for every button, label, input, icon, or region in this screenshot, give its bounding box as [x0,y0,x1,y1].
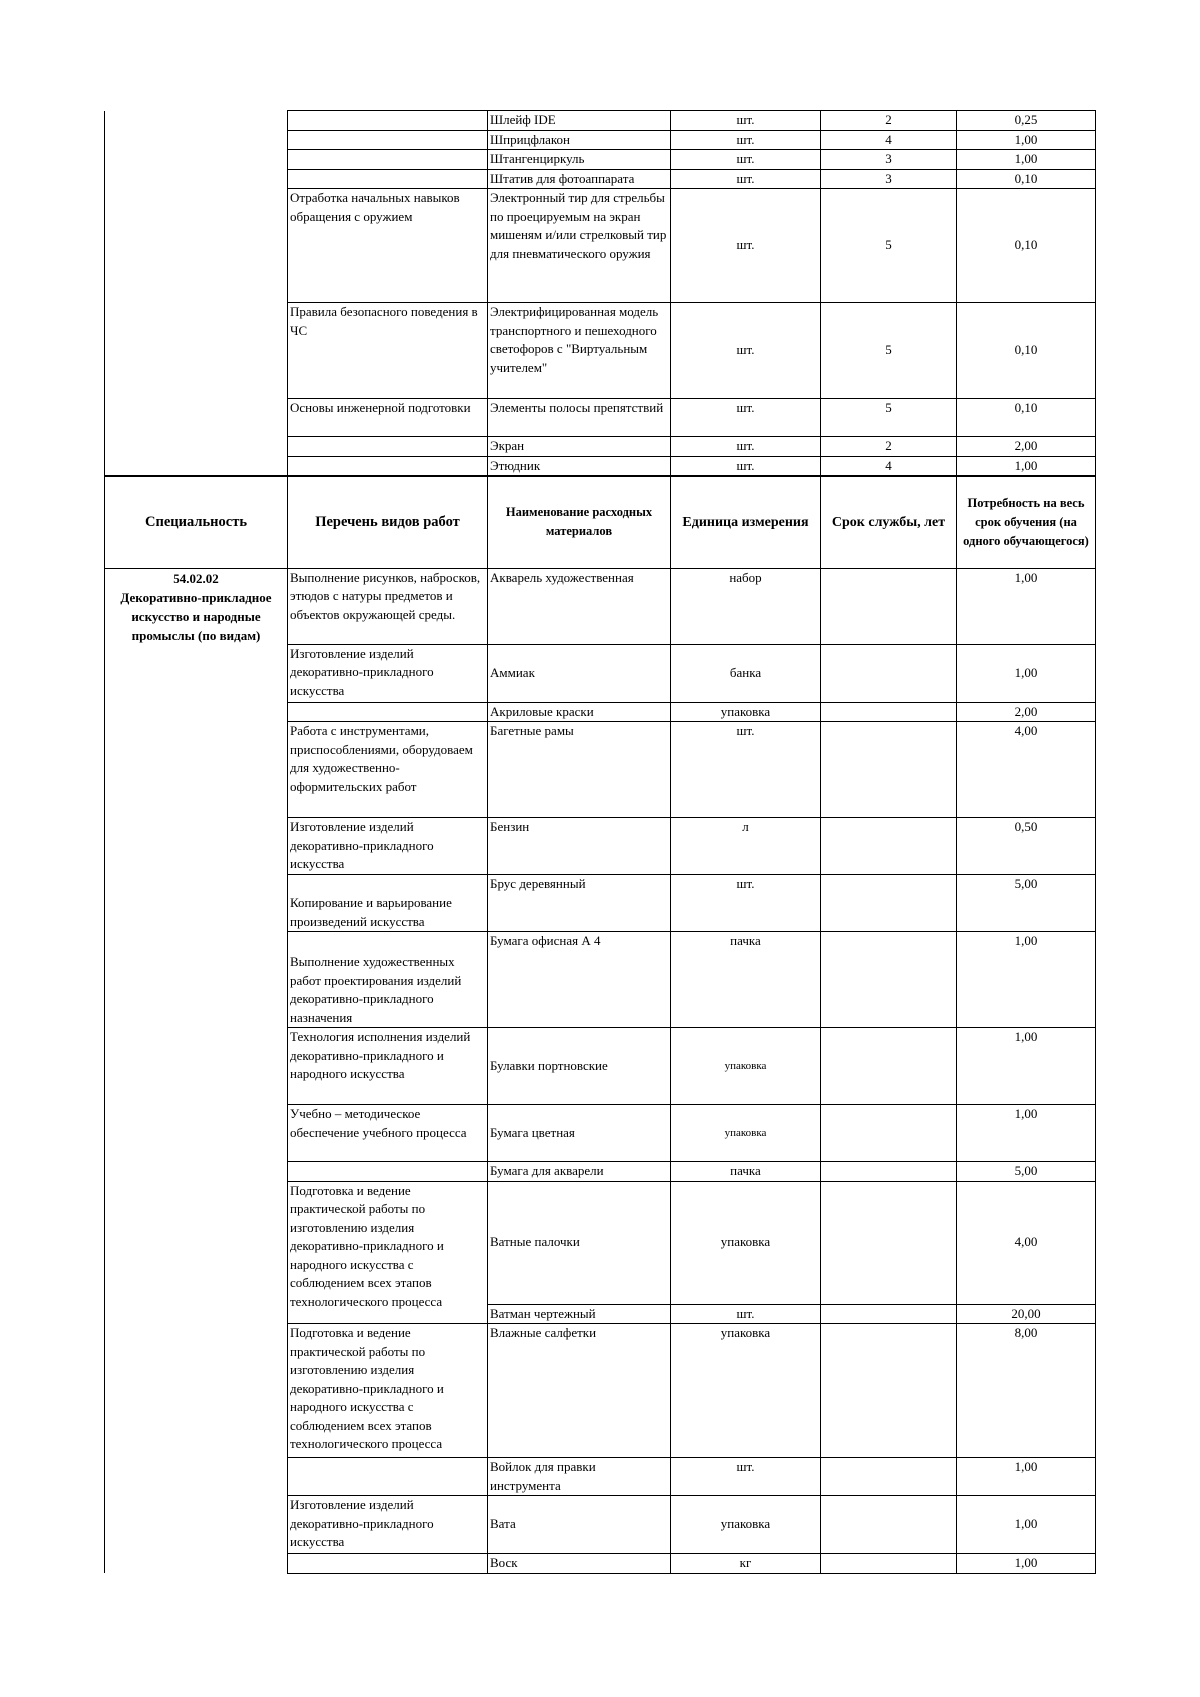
need-cell: 1,00 [957,1105,1096,1162]
need-cell: 2,00 [957,702,1096,722]
work-cell [288,169,488,189]
header-need: Потребность на весь срок обучения (на одного обучающегося) [957,476,1096,568]
life-cell [821,1028,957,1105]
life-cell [821,722,957,818]
material-cell: Электронный тир для стрельбы по проецируемым на экран мишеням и/или стрелковый тир для пневматического оружия [488,189,671,303]
material-cell: Электрифицированная модель транспортного и пешеходного светофоров с "Виртуальным учителем" [488,303,671,399]
work-cell [288,150,488,170]
material-cell: Бумага офисная А 4 [488,932,671,1028]
work-cell: Правила безопасного поведения в ЧС [288,303,488,399]
header-works: Перечень видов работ [288,476,488,568]
unit-cell: шт. [671,1458,821,1496]
material-cell: Бумага для акварели [488,1162,671,1182]
life-cell [821,1324,957,1458]
life-cell [821,1162,957,1182]
material-cell: Акриловые краски [488,702,671,722]
need-cell: 1,00 [957,1458,1096,1496]
material-cell: Элементы полосы препятствий [488,399,671,437]
need-cell: 0,50 [957,818,1096,875]
unit-cell: упаковка [671,1105,821,1162]
unit-cell: шт. [671,303,821,399]
life-cell [821,644,957,702]
unit-cell: упаковка [671,1324,821,1458]
life-cell: 5 [821,189,957,303]
unit-cell: шт. [671,399,821,437]
table-row [105,568,1096,644]
unit-cell: упаковка [671,1181,821,1304]
unit-cell: кг [671,1554,821,1574]
material-cell: Аммиак [488,644,671,702]
material-cell: Бензин [488,818,671,875]
material-cell: Багетные рамы [488,722,671,818]
header-specialty: Специальность [105,476,288,568]
specialty-cell [105,568,288,1573]
work-cell: Отработка начальных навыков обращения с оружием [288,189,488,303]
work-cell [288,1458,488,1496]
unit-cell: упаковка [671,1028,821,1105]
life-cell [821,1304,957,1324]
life-cell [821,1458,957,1496]
work-cell [288,437,488,457]
need-cell: 8,00 [957,1324,1096,1458]
need-cell: 5,00 [957,875,1096,932]
work-cell: Изготовление изделий декоративно-прикладного искусства [288,818,488,875]
work-cell: Изготовление изделий декоративно-прикладного искусства [288,1496,488,1554]
unit-cell: упаковка [671,1496,821,1554]
work-cell [288,111,488,131]
unit-cell: упаковка [671,702,821,722]
work-cell: Копирование и варьирование произведений искусства [288,875,488,932]
need-cell: 20,00 [957,1304,1096,1324]
specialty-code: 54.02.02 [173,570,219,586]
material-cell: Бумага цветная [488,1105,671,1162]
unit-cell: шт. [671,437,821,457]
header-life: Срок службы, лет [821,476,957,568]
consumables-table [104,110,1096,1574]
work-cell [288,456,488,476]
material-cell: Влажные салфетки [488,1324,671,1458]
life-cell [821,932,957,1028]
need-cell: 0,10 [957,189,1096,303]
life-cell [821,1554,957,1574]
unit-cell: шт. [671,150,821,170]
need-cell: 1,00 [957,1496,1096,1554]
material-cell: Булавки портновские [488,1028,671,1105]
work-cell: Выполнение художественных работ проектирования изделий декоративно-прикладного назначения [288,932,488,1028]
need-cell: 0,25 [957,111,1096,131]
material-cell: Ватные палочки [488,1181,671,1304]
work-cell: Технология исполнения изделий декоративно-прикладного и народного искусства [288,1028,488,1105]
life-cell: 3 [821,150,957,170]
life-cell: 4 [821,456,957,476]
life-cell [821,702,957,722]
material-cell: Акварель художественная [488,568,671,644]
life-cell [821,875,957,932]
work-cell [288,1162,488,1182]
need-cell: 0,10 [957,399,1096,437]
work-cell [288,702,488,722]
life-cell [821,1105,957,1162]
specialty-name: Декоративно-прикладное искусство и народные промыслы (по видам) [120,589,272,643]
work-cell: Выполнение рисунков, набросков, этюдов с натуры предметов и объектов окружающей среды. [288,568,488,644]
life-cell: 2 [821,111,957,131]
work-cell: Подготовка и ведение практической работы по изготовлению изделия декоративно-прикладного и народного искусства с соблюдением всех этапов технологического процесса [288,1324,488,1458]
material-cell: Ватман чертежный [488,1304,671,1324]
life-cell: 5 [821,303,957,399]
unit-cell: шт. [671,456,821,476]
unit-cell: шт. [671,169,821,189]
need-cell: 1,00 [957,644,1096,702]
unit-cell: пачка [671,932,821,1028]
table-row [105,111,1096,131]
need-cell: 1,00 [957,130,1096,150]
need-cell: 0,10 [957,169,1096,189]
unit-cell: банка [671,644,821,702]
work-cell [288,130,488,150]
need-cell: 0,10 [957,303,1096,399]
life-cell [821,568,957,644]
unit-cell: пачка [671,1162,821,1182]
material-cell: Воск [488,1554,671,1574]
material-cell: Экран [488,437,671,457]
work-cell: Подготовка и ведение практической работы по изготовлению изделия декоративно-прикладного и народного искусства с соблюдением всех этапов технологического процесса [288,1181,488,1324]
life-cell: 2 [821,437,957,457]
need-cell: 1,00 [957,456,1096,476]
material-cell: Этюдник [488,456,671,476]
material-cell: Брус деревянный [488,875,671,932]
header-unit: Единица измерения [671,476,821,568]
need-cell: 5,00 [957,1162,1096,1182]
unit-cell: шт. [671,722,821,818]
need-cell: 2,00 [957,437,1096,457]
material-cell: Войлок для правки инструмента [488,1458,671,1496]
need-cell: 4,00 [957,1181,1096,1304]
material-cell: Штатив для фотоаппарата [488,169,671,189]
unit-cell: набор [671,568,821,644]
unit-cell: шт. [671,111,821,131]
material-cell: Вата [488,1496,671,1554]
need-cell: 1,00 [957,1554,1096,1574]
work-cell: Работа с инструментами, приспособлениями, оборудоваем для художественно-оформительских работ [288,722,488,818]
work-cell: Основы инженерной подготовки [288,399,488,437]
life-cell [821,1181,957,1304]
header-materials: Наименование расходных материалов [488,476,671,568]
unit-cell: шт. [671,189,821,303]
material-cell: Штангенциркуль [488,150,671,170]
work-cell [288,1554,488,1574]
unit-cell: шт. [671,875,821,932]
unit-cell: л [671,818,821,875]
life-cell: 3 [821,169,957,189]
life-cell [821,818,957,875]
material-cell: Шприцфлакон [488,130,671,150]
need-cell: 1,00 [957,932,1096,1028]
life-cell: 5 [821,399,957,437]
need-cell: 1,00 [957,150,1096,170]
work-cell: Учебно – методическое обеспечение учебного процесса [288,1105,488,1162]
need-cell: 4,00 [957,722,1096,818]
need-cell: 1,00 [957,1028,1096,1105]
unit-cell: шт. [671,1304,821,1324]
unit-cell: шт. [671,130,821,150]
table-header-row [105,476,1096,568]
specialty-cell-blank [105,111,288,477]
material-cell: Шлейф IDE [488,111,671,131]
life-cell: 4 [821,130,957,150]
work-cell: Изготовление изделий декоративно-прикладного искусства [288,644,488,702]
need-cell: 1,00 [957,568,1096,644]
life-cell [821,1496,957,1554]
